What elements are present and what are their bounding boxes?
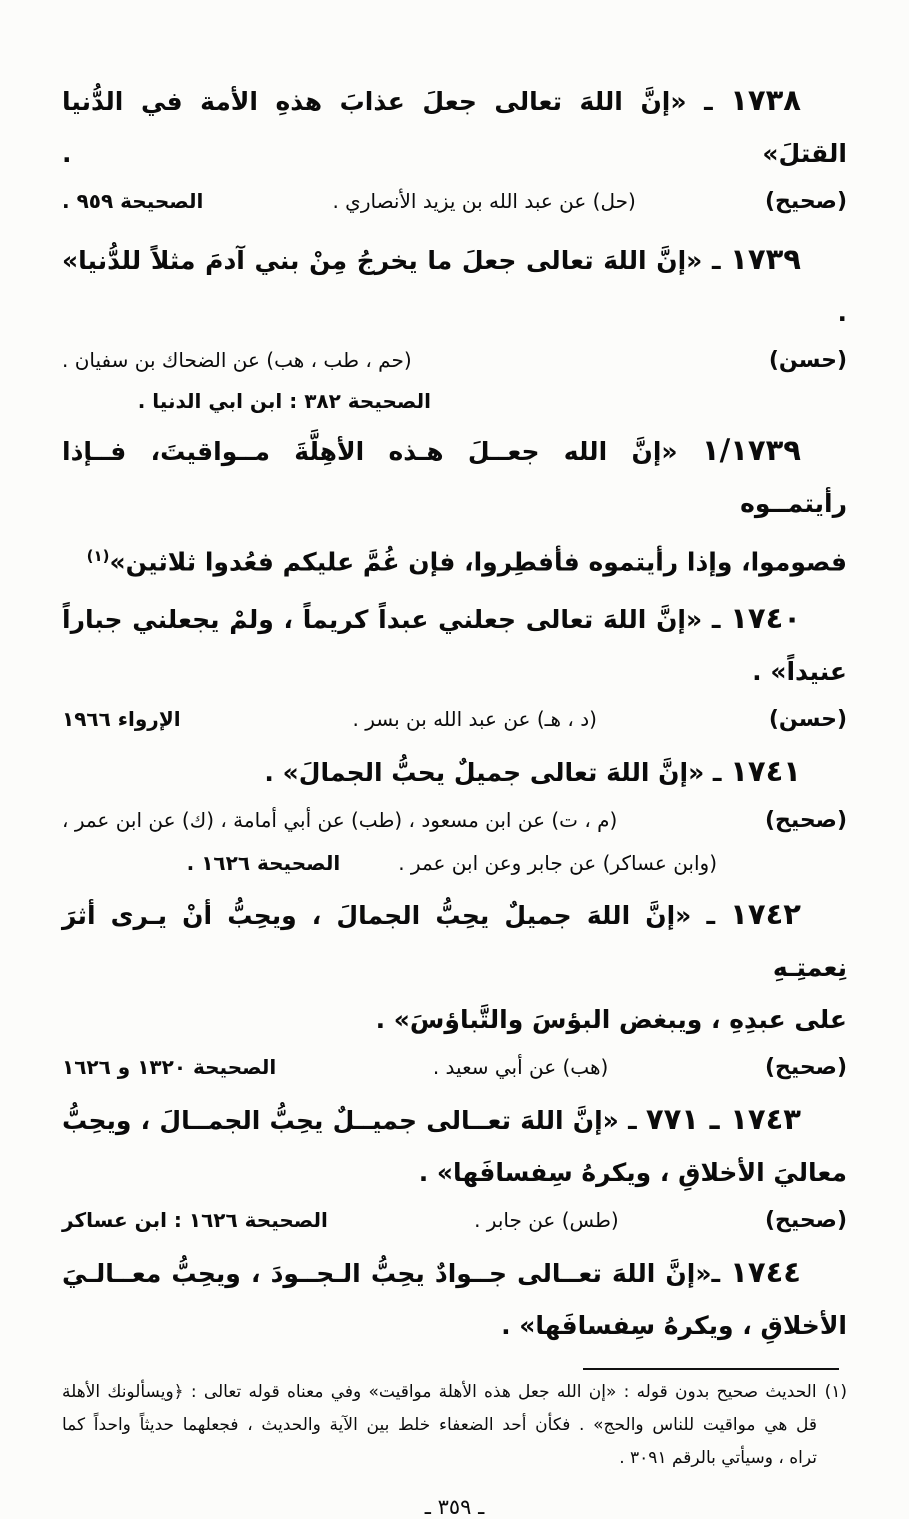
sources-text: (طس) عن جابر .	[474, 1208, 619, 1233]
sources-text: (هب) عن أبي سعيد .	[432, 1055, 609, 1080]
reference-text: الصحيحة ١٣٢٠ و ١٦٢٦	[62, 1055, 277, 1080]
reference-text: الصحيحة ١٦٢٦ : ابن عساكر	[62, 1208, 328, 1233]
hadith-number: ١٧٣٩	[730, 242, 801, 276]
sources-text: (د ، هـ) عن عبد الله بن بسر .	[352, 707, 597, 732]
hadith-number: ١٧٣٨	[730, 83, 801, 117]
hadith-matn-continuation: عنيداً» .	[752, 657, 847, 687]
grade-badge: (صحيح)	[764, 1208, 847, 1234]
hadith-1739-1	[62, 426, 847, 588]
footnote	[62, 1376, 847, 1475]
hadith-text: ـ «إنَّ اللهَ تعالى جعلني عبداً كريماً ، ولمْ يجعلني جباراً	[62, 605, 721, 635]
takhrij-row	[62, 339, 847, 382]
hadith-matn-continuation: على عبدِهِ ، ويبغض البؤسَ والتَّباؤسَ» .	[375, 1005, 847, 1035]
hadith-matn	[62, 594, 847, 646]
hadith-matn-continuation: الأخلاقِ ، ويكرهُ سِفسافَها» .	[501, 1311, 847, 1341]
sources-text: (حم ، طب ، هب) عن الضحاك بن سفيان .	[62, 348, 412, 372]
reference-text: الإرواء ١٩٦٦	[62, 707, 181, 732]
hadith-number: ١٧٤٣ ـ ٧٧١	[645, 1102, 801, 1137]
hadith-1743	[62, 1095, 847, 1199]
takhrij-row	[62, 698, 847, 741]
reference-text: الصحيحة ١٦٢٦ .	[186, 851, 341, 876]
footnote-text: الحديث صحيح بدون قوله : «إن الله جعل هذه الأهلة مواقيت» وفي معناه قوله تعالى : ﴿ويسألونك الأهلة	[62, 1382, 817, 1403]
hadith-text: ـ «إنَّ اللهَ جميلٌ يحِبُّ الجمالَ ، ويحِبُّ أنْ يـرى أثرَ نِعمتِـهِ	[62, 901, 847, 983]
hadith-1739	[62, 235, 847, 339]
footnote-line	[62, 1376, 847, 1409]
takhrij-row	[62, 799, 847, 842]
hadith-1742	[62, 890, 847, 1046]
hadith-text: ـ «إنَّ اللهَ تعــالى جميــلٌ يحِبُّ الجمــالَ ، ويحِبُّ	[62, 1106, 637, 1136]
hadith-number: ١٧٤٤	[730, 1255, 801, 1290]
hadith-text: «إنَّ الله جعــلَ هـذه الأهِلَّةَ مــواقيتَ، فــإذا رأيتمــوه	[62, 437, 847, 518]
sources-text: (وابن عساكر) عن جابر وعن ابن عمر .	[398, 851, 717, 876]
grade-badge: (حسن)	[768, 707, 847, 733]
hadith-number: ١/١٧٣٩	[701, 433, 801, 467]
grade-badge: (صحيح)	[764, 1055, 847, 1081]
hadith-matn	[62, 890, 847, 994]
hadith-1741	[62, 747, 847, 799]
grade-badge: (صحيح)	[764, 808, 847, 834]
hadith-matn	[62, 1095, 847, 1147]
grade-badge: (حسن)	[768, 348, 847, 373]
hadith-matn	[62, 76, 847, 180]
sources-text: (حل) عن عبد الله بن يزيد الأنصاري .	[332, 189, 636, 213]
takhrij-row-continuation	[62, 842, 847, 884]
hadith-matn-continuation	[62, 530, 847, 588]
reference-line: الصحيحة ٣٨٢ : ابن ابي الدنيا .	[137, 389, 431, 413]
hadith-matn	[62, 235, 847, 339]
sources-text: (م ، ت) عن ابن مسعود ، (طب) عن أبي أمامة ، (ك) عن ابن عمر ،	[62, 808, 618, 833]
hadith-number: ١٧٤١	[730, 754, 801, 789]
hadith-text: ـ«إنَّ اللهَ تعــالى جــوادٌ يحِبُّ الـجــودَ ، ويحِبُّ معــالـيَ	[62, 1259, 721, 1289]
hadith-matn	[62, 747, 847, 799]
hadith-number: ١٧٤٢	[730, 897, 801, 932]
footnote-reference-mark: (١)	[86, 547, 110, 565]
footnote-line: قل هي مواقيت للناس والحج» . فكأن أحد الضعفاء خلط بين الآية والحديث ، فجعلهما حديثاً واحداً كما	[62, 1415, 817, 1436]
takhrij-row	[62, 180, 847, 223]
hadith-matn	[62, 1248, 847, 1300]
hadith-matn	[62, 426, 847, 530]
hadith-matn-continuation: معاليَ الأخلاقِ ، ويكرهُ سِفسافَها» .	[418, 1158, 847, 1188]
hadith-text: ـ «إنَّ اللهَ تعالى جعلَ عذابَ هذهِ الأمة في الدُّنيا القتلَ» .	[62, 87, 847, 168]
hadith-text: ـ «إنَّ اللهَ تعالى جعلَ ما يخرجُ مِنْ بني آدمَ مثلاً للدُّنيا» .	[62, 246, 847, 327]
hadith-number: ١٧٤٠	[730, 601, 801, 636]
takhrij-row	[62, 1046, 847, 1089]
footnote-line: تراه ، وسيأتي بالرقم ٣٠٩١ .	[619, 1448, 817, 1469]
hadith-1744	[62, 1248, 847, 1352]
grade-badge: (صحيح)	[764, 189, 847, 214]
hadith-1740	[62, 594, 847, 698]
hadith-text: فصوموا، وإذا رأيتموه فأفطِروا، فإن غُمَّ عليكم فعُدوا ثلاثين»	[109, 547, 847, 577]
page-number: ـ ٣٥٩ ـ	[424, 1495, 485, 1519]
takhrij-row	[62, 1199, 847, 1242]
hadith-text: ـ «إنَّ اللهَ تعالى جميلٌ يحبُّ الجمالَ» .	[264, 758, 722, 788]
reference-text: الصحيحة ٩٥٩ .	[62, 189, 204, 213]
hadith-1738	[62, 76, 847, 180]
footnote-marker: (١)	[824, 1382, 847, 1403]
page-content	[62, 0, 847, 1519]
